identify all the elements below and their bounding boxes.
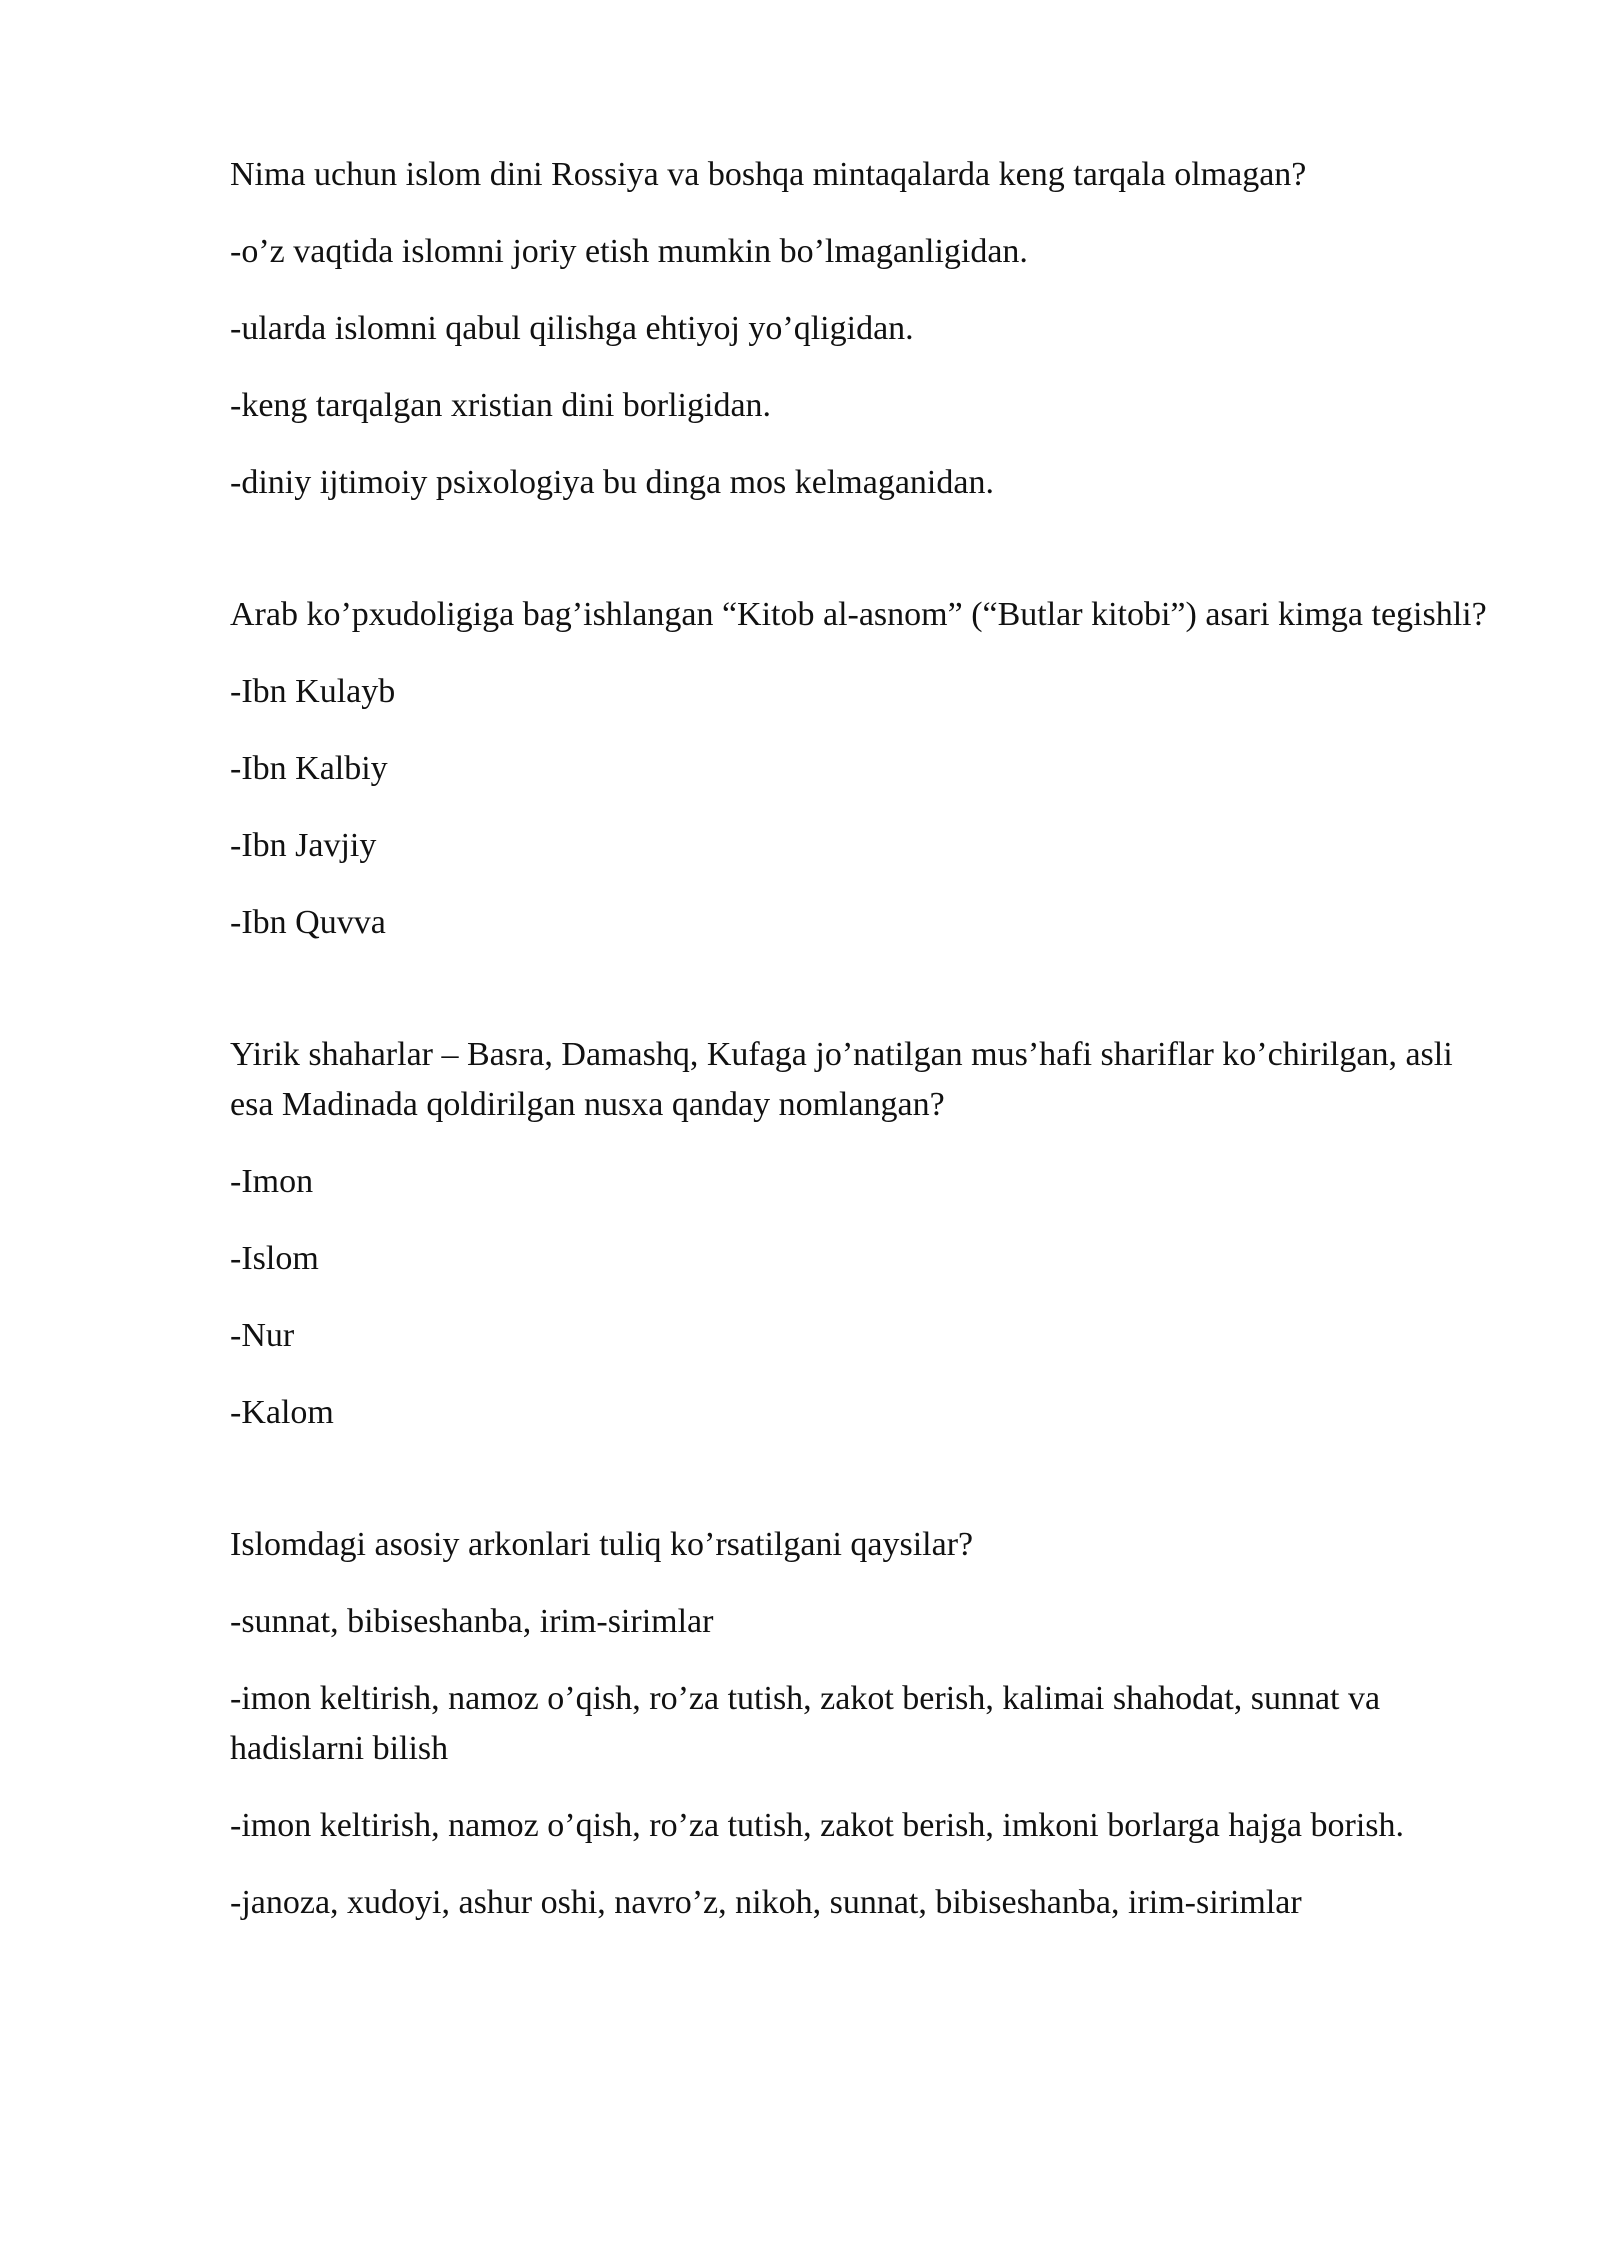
- question-text: Nima uchun islom dini Rossiya va boshqa mintaqalarda keng tarqala olmagan?: [230, 156, 1307, 193]
- answer-option: -sunnat, bibiseshanba, irim-sirimlar: [230, 1603, 714, 1640]
- answer-option: -Ibn Quvva: [230, 904, 386, 941]
- answer-option: -ularda islomni qabul qilishga ehtiyoj yo’qligidan.: [230, 310, 914, 347]
- answer-option: -Ibn Kulayb: [230, 673, 396, 710]
- answer-option: -imon keltirish, namoz o’qish, ro’za tutish, zakot berish, imkoni borlarga hajga borish.: [230, 1807, 1405, 1844]
- answer-option: -o’z vaqtida islomni joriy etish mumkin bo’lmaganligidan.: [230, 233, 1028, 270]
- answer-option: -Imon: [230, 1163, 314, 1200]
- question-text: Islomdagi asosiy arkonlari tuliq ko’rsatilgani qaysilar?: [230, 1526, 974, 1563]
- question-block-2: [230, 590, 1500, 948]
- document-page: [230, 150, 1500, 2010]
- question-block-4: [230, 1520, 1500, 1928]
- question-text: Yirik shaharlar – Basra, Damashq, Kufaga jo’natilgan mus’hafi shariflar ko’chirilgan, asli esa Madinada qoldirilgan nusxa qanday nomlangan?: [230, 1036, 1453, 1123]
- answer-option: -keng tarqalgan xristian dini borligidan.: [230, 387, 772, 424]
- answer-option: -imon keltirish, namoz o’qish, ro’za tutish, zakot berish, kalimai shahodat, sunnat va hadislarni bilish: [230, 1680, 1381, 1767]
- answer-option: -Ibn Javjiy: [230, 827, 377, 864]
- answer-option: -Nur: [230, 1317, 295, 1354]
- answer-option: -janoza, xudoyi, ashur oshi, navro’z, nikoh, sunnat, bibiseshanba, irim-sirimlar: [230, 1884, 1302, 1921]
- answer-option: -Kalom: [230, 1394, 334, 1431]
- question-block-3: [230, 1030, 1500, 1438]
- question-text: Arab ko’pxudoligiga bag’ishlangan “Kitob al-asnom” (“Butlar kitobi”) asari kimga tegishli?: [230, 596, 1487, 633]
- answer-option: -Islom: [230, 1240, 319, 1277]
- question-block-1: [230, 150, 1500, 508]
- answer-option: -diniy ijtimoiy psixologiya bu dinga mos kelmaganidan.: [230, 464, 994, 501]
- answer-option: -Ibn Kalbiy: [230, 750, 388, 787]
